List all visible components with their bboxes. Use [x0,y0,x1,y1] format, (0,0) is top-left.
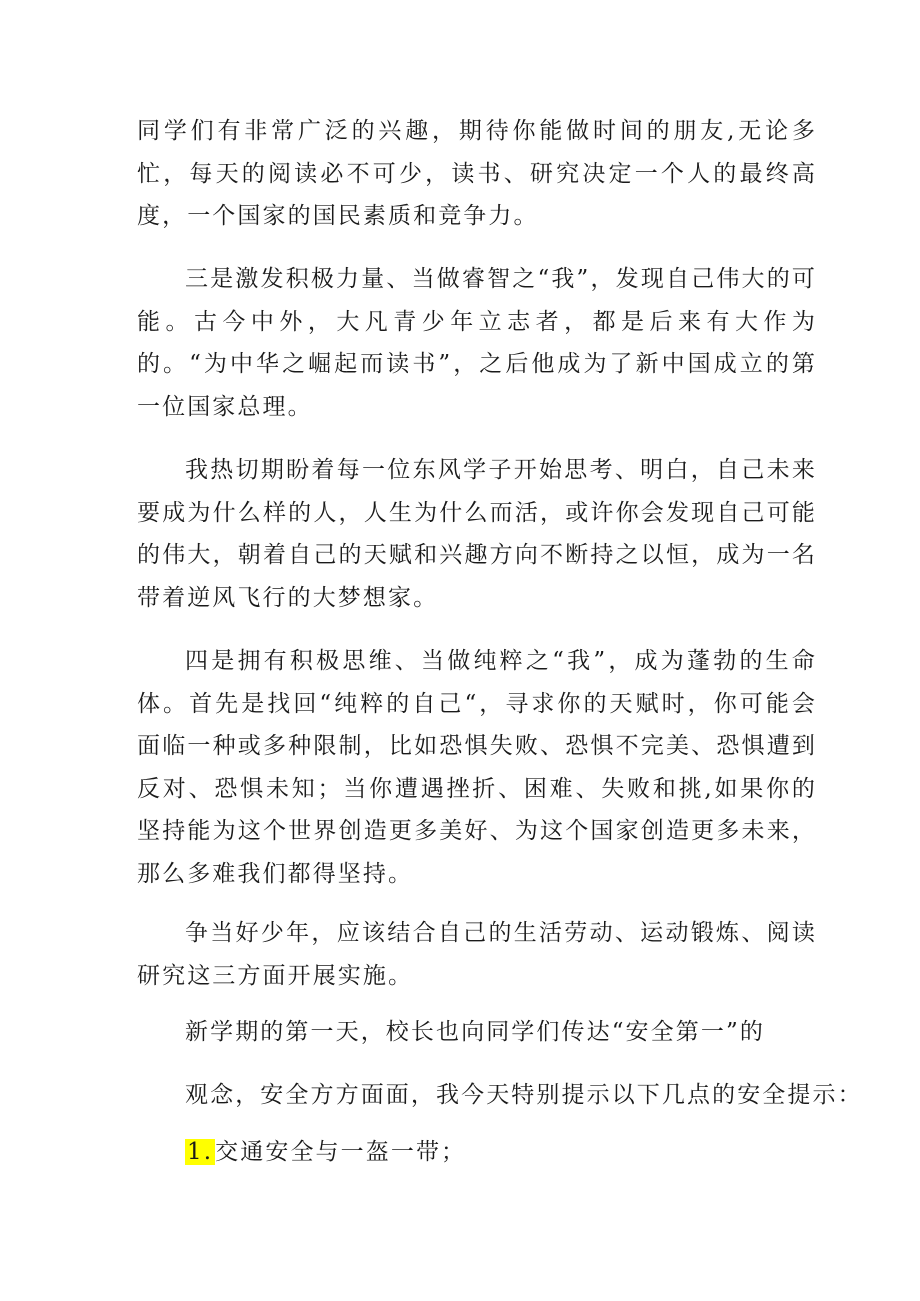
line-first-day: 新学期的第一天，校长也向同学们传达“安全第一”的 [185,1019,765,1045]
paragraph-good-youth: 争当好少年，应该结合自己的生活劳动、运动锻炼、阅读研究这三方面开展实施。 [137,920,817,989]
list-item-1 [185,1136,466,1168]
paragraph-point-four: 四是拥有积极思维、当做纯粹之“我”，成为蓬勃的生命体。首先是找回“纯粹的自己“，寻求你的天赋时，你可能会面临一种或多种限制，比如恐惧失败、恐惧不完美、恐惧遭到反对、恐惧未知；当你遭遇挫折、困难、失败和挑,如果你的坚持能为这个世界创造更多美好、为这个国家创造更多未来，那么多难我们都得坚持。 [137,648,817,887]
line-safety-concept: 观念，安全方方面面，我今天特别提示以下几点的安全提示： [185,1082,863,1108]
list-number-highlight: 1. [187,1139,214,1165]
paragraph-expectation: 我热切期盼着每一位东风学子开始思考、明白，自己未来要成为什么样的人，人生为什么而活，或许你会发现自己可能的伟大，朝着自己的天赋和兴趣方向不断持之以恒，成为一名带着逆风飞行的大梦想家。 [137,457,817,611]
paragraph-reading: 同学们有非常广泛的兴趣，期待你能做时间的朋友,无论多忙，每天的阅读必不可少，读书、研究决定一个人的最终高度，一个国家的国民素质和竞争力。 [137,118,817,229]
list-item-text: 交通安全与一盔一带； [215,1139,467,1165]
paragraph-point-three: 三是激发积极力量、当做睿智之“我”，发现自己伟大的可能。古今中外，大凡青少年立志者，都是后来有大作为的。“为中华之崛起而读书”，之后他成为了新中国成立的第一位国家总理。 [137,266,817,420]
